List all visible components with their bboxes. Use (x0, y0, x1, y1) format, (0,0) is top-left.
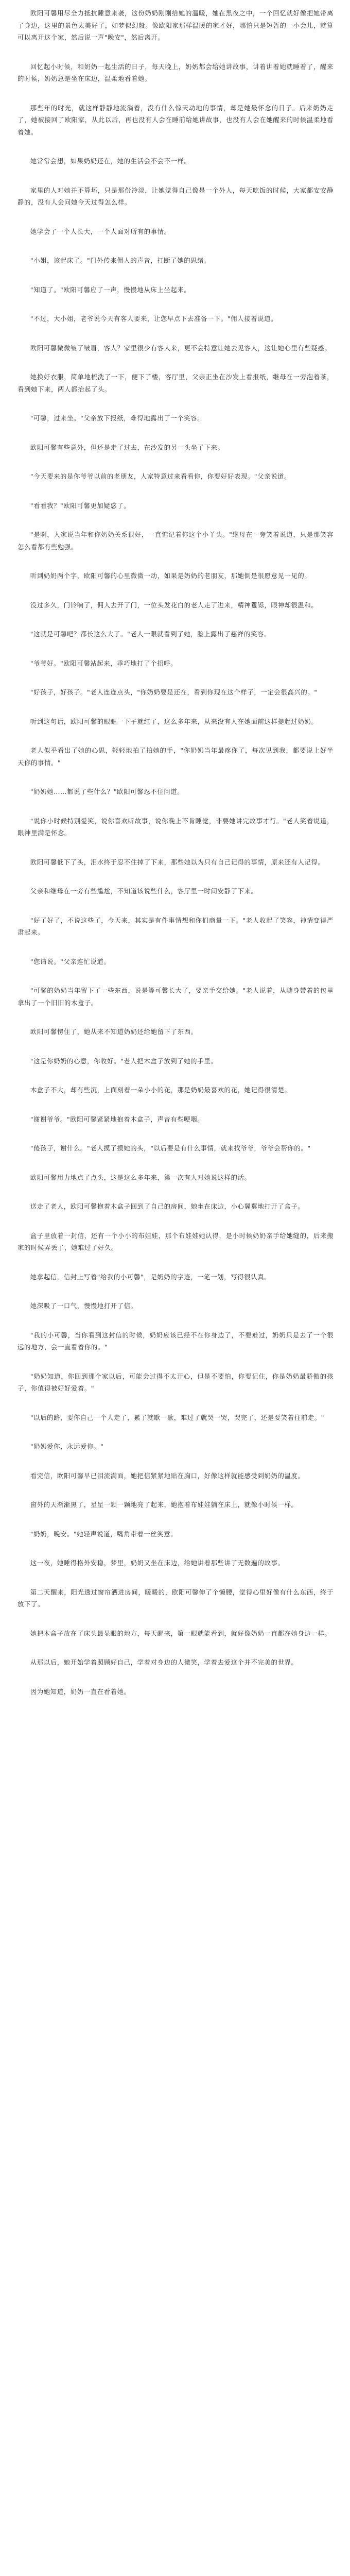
story-paragraph: 她常常会想，如果奶奶还在，她的生活会不会不一样。 (30, 157, 191, 165)
story-paragraph: 第二天醒来，阳光透过窗帘洒进房间，暖暖的，欧阳可馨伸了个懒腰，觉得心里好像有什么东西，终于放下了。 (18, 1588, 334, 1608)
story-paragraph: 她换好衣服，简单地梳洗了一下，便下了楼，客厅里，父亲正坐在沙发上看报纸，继母在一旁泡着茶，看到她下来，两人都抬起了头。 (18, 373, 334, 393)
story-paragraph: 家里的人对她并不算坏，只是那份冷淡，让她觉得自己像是一个外人，每天吃饭的时候，大家都安安静静的，没有人会问她今天过得怎么样。 (18, 186, 334, 206)
story-paragraph: "奶奶，晚安。"她轻声说道，嘴角带着一丝笑意。 (30, 1530, 178, 1538)
story-paragraph: "谢谢爷爷。"欧阳可馨紧紧地抱着木盒子，声音有些哽咽。 (30, 1115, 204, 1123)
story-paragraph: 她深吸了一口气，慢慢地打开了信。 (30, 1302, 137, 1310)
story-paragraph: 父亲和继母在一旁有些尴尬，不知道该说些什么，客厅里一时间安静了下来。 (30, 887, 258, 895)
story-paragraph: 这一夜，她睡得格外安稳，梦里，奶奶又坐在床边，给她讲着那些讲了无数遍的故事。 (30, 1559, 285, 1567)
story-paragraph: "小姐，该起床了。"门外传来佣人的声音，打断了她的思绪。 (30, 257, 211, 264)
story-paragraph: 欧阳可馨低下了头，泪水终于忍不住掉了下来，那些她以为只有自己记得的事情，原来还有人记得。 (30, 858, 325, 866)
story-paragraph: 她拿起信，信封上写着"给我的小可馨"，是奶奶的字迹，一笔一划，写得很认真。 (30, 1273, 271, 1281)
story-paragraph: 没过多久，门铃响了，佣人去开了门，一位头发花白的老人走了进来，精神矍铄，眼神却很温和。 (30, 601, 318, 609)
story-paragraph: 听到这句话，欧阳可馨的眼眶一下子就红了，这么多年来，从来没有人在她面前这样提起过奶奶。 (30, 717, 318, 725)
story-paragraph: "奶奶爱你，永远爱你。" (30, 1443, 104, 1450)
story-paragraph: "傻孩子，谢什么。"老人摸了摸她的头，"以后要是有什么事情，就来找爷爷，爷爷会帮你的。" (30, 1144, 311, 1152)
story-paragraph: 从那以后，她开始学着照顾好自己，学着对身边的人微笑，学着去爱这个并不完美的世界。 (30, 1658, 298, 1666)
story-paragraph: 送走了老人，欧阳可馨抱着木盒子回到了自己的房间，她坐在床边，小心翼翼地打开了盒子。 (30, 1202, 305, 1210)
story-paragraph: 那些年的时光，就这样静静地流淌着，没有什么惊天动地的事情，却是她最怀念的日子。后来奶奶走了，她被接回了欧阳家，从此以后，再也没有人会在睡前给她讲故事，也没有人会在她醒来的时候温柔地看着她。 (18, 104, 334, 136)
story-paragraph: 欧阳可馨愣住了，她从来不知道奶奶还给她留下了东西。 (30, 1028, 198, 1036)
story-paragraph: "奶奶她……都说了些什么？"欧阳可馨忍不住问道。 (30, 788, 184, 795)
story-paragraph: "不过，大小姐，老爷说今天有客人要来，让您早点下去准备一下。"佣人接着说道。 (30, 315, 278, 323)
story-paragraph: "奶奶知道，你回到那个家以后，可能会过得不太开心，但是不要怕，你要记住，你是奶奶最骄傲的孩子，你值得被好好爱着。" (18, 1372, 334, 1392)
story-paragraph: 老人似乎看出了她的心思，轻轻地拍了拍她的手，"你奶奶当年最疼你了，每次见到我，都要说上好半天你的事情。" (18, 747, 334, 767)
story-paragraph: 欧阳可馨用力地点了点头，这是这么多年来，第一次有人对她说这样的话。 (30, 1173, 251, 1181)
story-paragraph: "看看我？"欧阳可馨更加疑惑了。 (30, 501, 131, 510)
story-paragraph: "说你小时候特别爱笑，说你喜欢听故事，说你晚上不肯睡觉，非要她讲完故事才行。"老人笑着说道，眼神里满是怀念。 (18, 817, 334, 837)
story-paragraph: "这是你奶奶的心意，你收好。"老人把木盒子放到了她的手里。 (30, 1057, 218, 1065)
story-paragraph: 听到奶奶两个字，欧阳可馨的心里微微一动，如果是奶奶的老朋友，那她倒是很愿意见一见的。 (30, 572, 311, 580)
story-paragraph: 欧阳可馨有些意外，但还是走了过去，在沙发的另一头坐了下来。 (30, 443, 224, 451)
story-paragraph: "好孩子，好孩子。"老人连连点头，"你奶奶要是还在，看到你现在这个样子，一定会很高兴的。" (30, 688, 318, 696)
story-paragraph: "好了好了，不说这些了，今天来，其实是有件事情想和你们商量一下。"老人收起了笑容，神情变得严肃起来。 (18, 916, 334, 936)
story-paragraph: 欧阳可馨微微皱了皱眉，客人？家里很少有客人来，更不会特意让她去见客人，这让她心里有些疑惑。 (30, 344, 331, 352)
story-paragraph: 欧阳可馨用尽全力抵抗睡意来袭，这份奶奶刚刚给她的温暖，她在黑夜之中，一个回忆就好像把她带离了身边，这里的景色太美好了，如梦似幻般。像欧阳家那样温暖的家才好，哪怕只是短暂的一小会儿，就算可以离开这个家，然后说一声"晚安"，然后离开。 (18, 9, 334, 41)
story-paragraph: 看完信，欧阳可馨早已泪流满面，她把信紧紧地贴在胸口，好像这样就能感受到奶奶的温度。 (30, 1471, 305, 1480)
story-paragraph: 她学会了一个人长大，一个人面对所有的事情。 (30, 227, 171, 235)
story-paragraph: "是啊，人家说当年和你奶奶关系很好，一直惦记着你这个小丫头。"继母在一旁笑着说道，只是那笑容怎么看都有些勉强。 (18, 531, 334, 551)
story-paragraph: 窗外的天渐渐黑了，星星一颗一颗地亮了起来，她抱着布娃娃躺在床上，就像小时候一样。 (30, 1501, 298, 1509)
story-paragraph: "今天要来的是你爷爷以前的老朋友，人家特意过来看看你，你要好好表现。"父亲说道。 (30, 472, 291, 480)
story-paragraph: 盒子里放着一封信，还有一个小小的布娃娃，那个布娃娃她认得，是小时候奶奶亲手给她缝的，后来搬家的时候弄丢了，她难过了好久。 (18, 1231, 334, 1251)
story-paragraph: 她把木盒子放在了床头最显眼的地方，每天醒来，第一眼就能看到，就好像奶奶一直都在她身边一样。 (30, 1629, 331, 1637)
story-paragraph: 因为她知道，奶奶一直在看着她。 (30, 1687, 131, 1696)
story-paragraph: 木盒子不大，却有些沉，上面刻着一朵小小的花，那是奶奶最喜欢的花，她记得很清楚。 (30, 1086, 291, 1094)
story-paragraph: "爷爷好。"欧阳可馨站起来，乖巧地打了个招呼。 (30, 659, 178, 667)
story-paragraph: "可馨的奶奶当年留下了一些东西，说是等可馨长大了，要亲手交给她。"老人说着，从随身带着的包里拿出了一个旧旧的木盒子。 (18, 987, 334, 1007)
story-paragraph: "您请说。"父亲连忙说道。 (30, 957, 111, 965)
story-paragraph: "这就是可馨吧？都长这么大了。"老人一眼就看到了她，脸上露出了慈祥的笑容。 (30, 630, 271, 638)
story-paragraph: 回忆起小时候，和奶奶一起生活的日子，每天晚上，奶奶都会给她讲故事，讲着讲着她就睡着了，醒来的时候，奶奶总是坐在床边，温柔地看着她。 (18, 62, 334, 82)
story-paragraph: "我的小可馨，当你看到这封信的时候，奶奶应该已经不在你身边了，不要难过，奶奶只是去了一个很远的地方，会一直看着你的。" (18, 1331, 334, 1351)
story-paragraph: "可馨，过来坐。"父亲放下报纸，难得地露出了一个笑容。 (30, 414, 204, 422)
story-paragraph: "知道了。"欧阳可馨应了一声，慢慢地从床上坐起来。 (30, 285, 191, 294)
story-paragraph: "以后的路，要你自己一个人走了，累了就歇一歇，难过了就哭一哭，哭完了，还是要笑着往前走。" (30, 1413, 324, 1421)
